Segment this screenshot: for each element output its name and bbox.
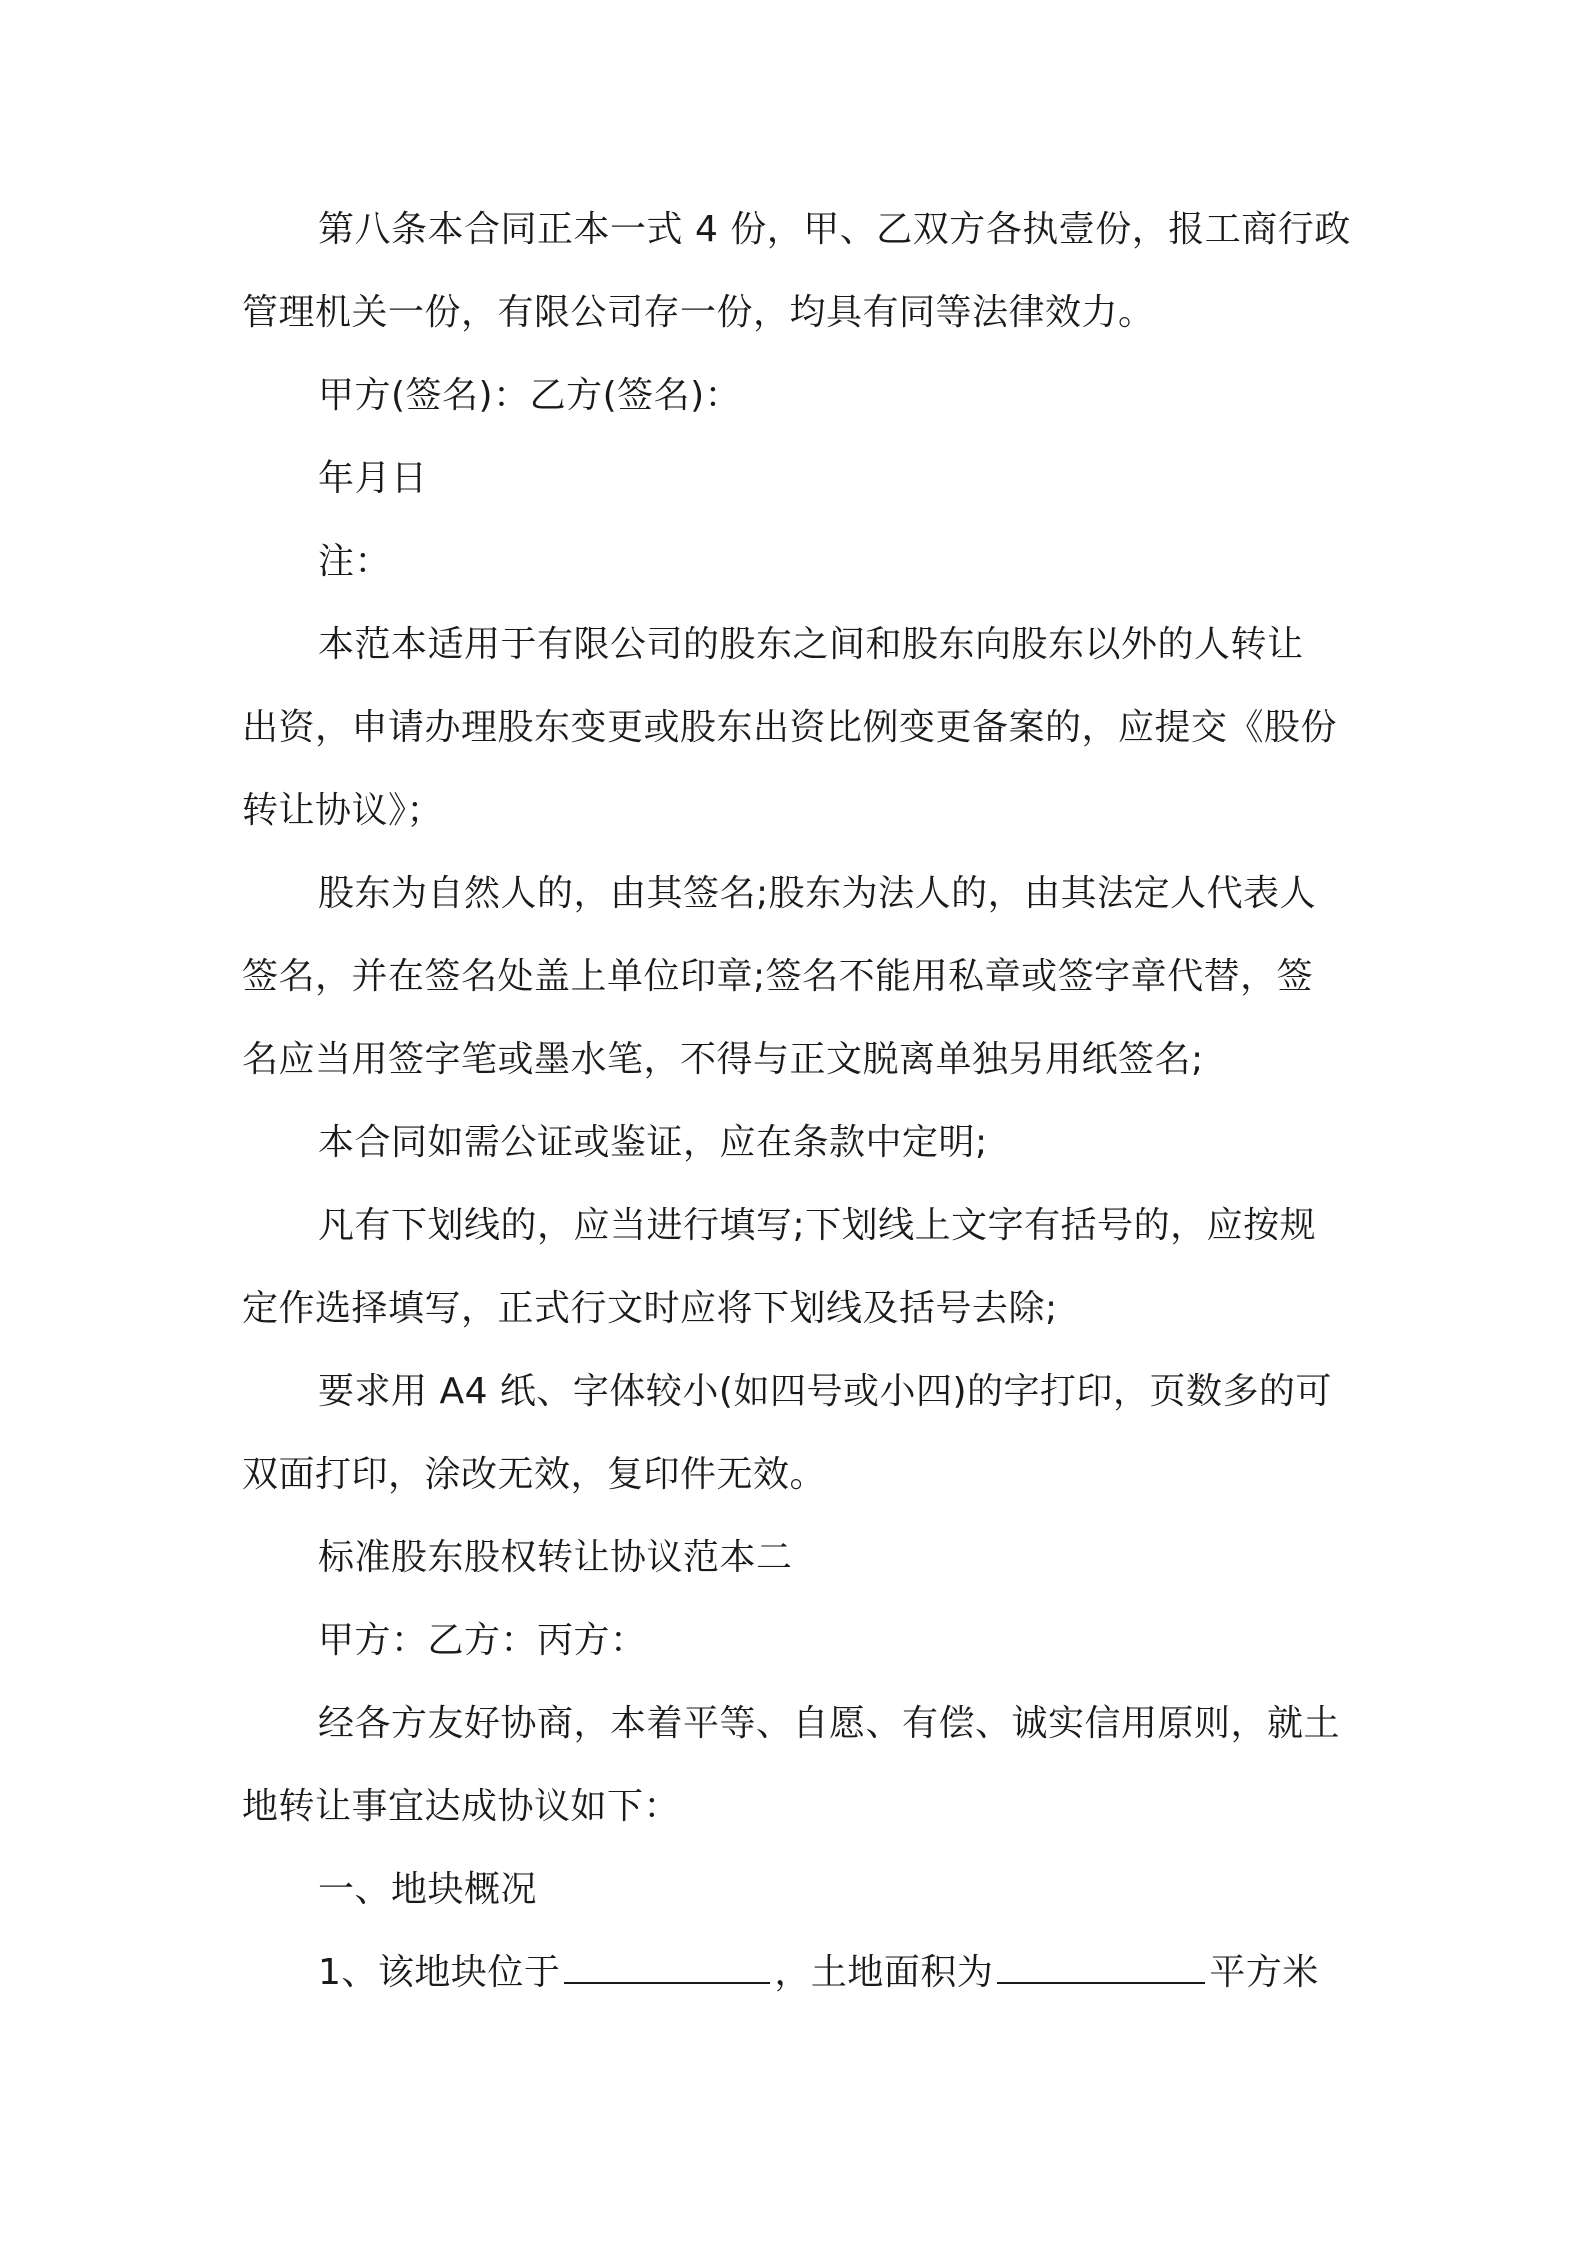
paragraph-line: 出资，申请办理股东变更或股东出资比例变更备案的，应提交《股份 bbox=[242, 707, 1338, 748]
paragraph-line: 名应当用签字笔或墨水笔，不得与正文脱离单独另用纸签名; bbox=[242, 1039, 1204, 1080]
section-title: 标准股东股权转让协议范本二 bbox=[318, 1537, 793, 1578]
paragraph-line: 第八条本合同正本一式 4 份，甲、乙双方各执壹份，报工商行政 bbox=[318, 209, 1351, 250]
fill-in-blank-area[interactable] bbox=[997, 1948, 1205, 1984]
paragraph-line: 股东为自然人的，由其签名;股东为法人的，由其法定人代表人 bbox=[318, 873, 1317, 914]
clause-line bbox=[242, 1931, 1352, 2014]
clause-text: ，土地面积为 bbox=[774, 1952, 994, 1993]
paragraph-line: 本范本适用于有限公司的股东之间和股东向股东以外的人转让 bbox=[318, 624, 1304, 665]
paragraph-line: 要求用 A4 纸、字体较小(如四号或小四)的字打印，页数多的可 bbox=[318, 1371, 1333, 1412]
signature-line: 甲方(签名)：乙方(签名)： bbox=[318, 375, 742, 416]
paragraph-line: 经各方友好协商，本着平等、自愿、有偿、诚实信用原则，就土 bbox=[318, 1703, 1341, 1744]
fill-in-blank-location[interactable] bbox=[564, 1948, 770, 1984]
paragraph-line: 管理机关一份，有限公司存一份，均具有同等法律效力。 bbox=[242, 292, 1155, 333]
clause-text: 1、该地块位于 bbox=[318, 1952, 561, 1993]
paragraph-line: 地转让事宜达成协议如下： bbox=[242, 1786, 681, 1827]
paragraph-line: 凡有下划线的，应当进行填写;下划线上文字有括号的，应按规 bbox=[318, 1205, 1317, 1246]
date-line: 年月日 bbox=[318, 458, 428, 499]
paragraph-line: 本合同如需公证或鉴证，应在条款中定明; bbox=[318, 1122, 988, 1163]
paragraph-line: 双面打印，涂改无效，复印件无效。 bbox=[242, 1454, 827, 1495]
document-body bbox=[242, 188, 1352, 2014]
paragraph-line: 转让协议》； bbox=[242, 790, 444, 831]
section-heading: 一、地块概况 bbox=[318, 1869, 538, 1910]
note-heading: 注： bbox=[318, 541, 392, 582]
paragraph-line: 签名，并在签名处盖上单位印章;签名不能用私章或签字章代替，签 bbox=[242, 956, 1314, 997]
parties-line: 甲方：乙方：丙方： bbox=[318, 1620, 647, 1661]
clause-text: 平方米 bbox=[1209, 1952, 1319, 1993]
paragraph-line: 定作选择填写，正式行文时应将下划线及括号去除; bbox=[242, 1288, 1058, 1329]
